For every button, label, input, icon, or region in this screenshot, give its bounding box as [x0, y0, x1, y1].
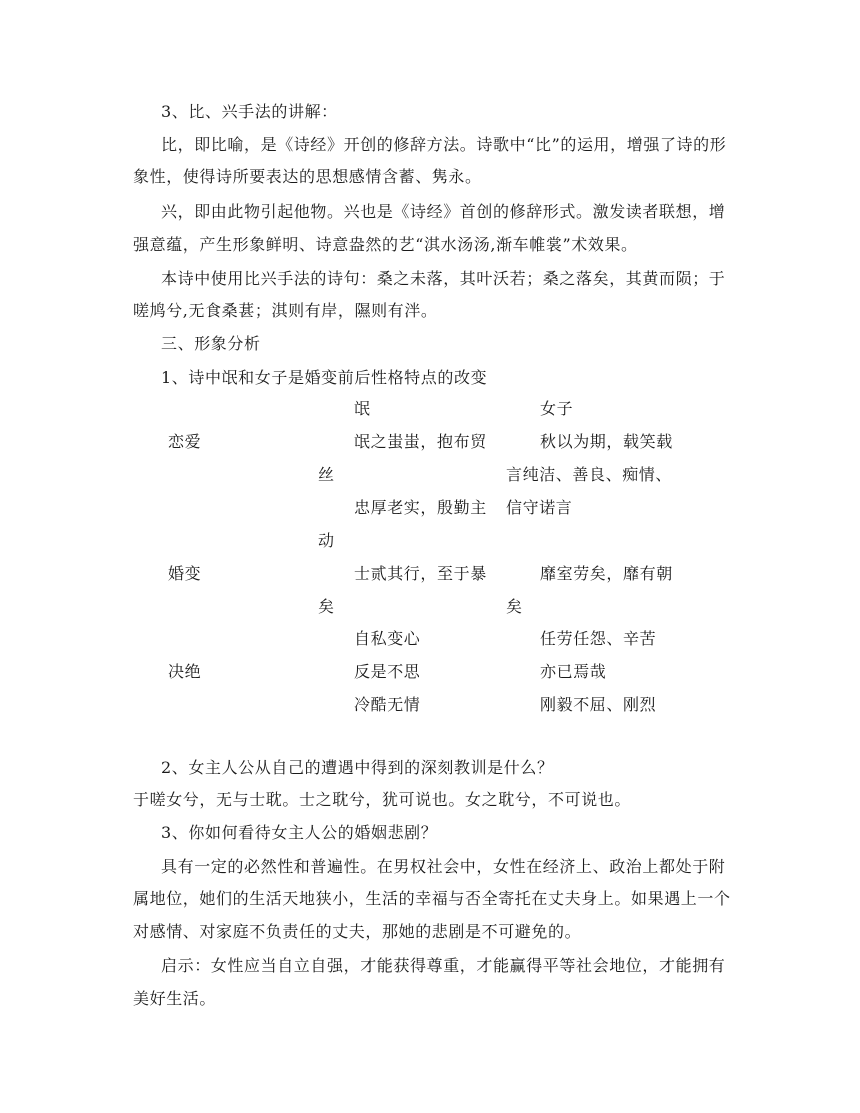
table-woman-break-1: 任劳任怨、辛苦: [540, 629, 657, 648]
table-woman-marriage-wrap: 矣: [506, 597, 523, 616]
table-man-break-1: 自私变心: [354, 629, 421, 648]
table-stage-break: 决绝: [168, 662, 202, 681]
table-woman-love-2: 信守诺言: [506, 498, 573, 517]
table-man-love-2: 忠厚老实，殷勤主: [354, 498, 487, 517]
table-man-marriage: 士贰其行，至于暴: [354, 564, 487, 583]
question-1: 1、诗中氓和女子是婚变前后性格特点的改变: [161, 368, 488, 387]
table-man-break-2: 反是不思: [354, 662, 421, 681]
answer-2: 于嗟女兮，无与士耽。士之耽兮，犹可说也。女之耽兮，不可说也。: [133, 790, 632, 809]
answer-3-line2: 属地位，她们的生活天地狭小，生活的幸福与否全寄托在丈夫身上。如果遇上一个: [133, 889, 731, 908]
paragraph-usage-line1: 本诗中使用比兴手法的诗句：桑之未落，其叶沃若；桑之落矣，其黄而陨；于: [161, 269, 726, 288]
answer-3-line1: 具有一定的必然性和普遍性。在男权社会中，女性在经济上、政治上都处于附: [161, 857, 726, 876]
insight-line1: 启示：女性应当自立自强，才能获得尊重，才能赢得平等社会地位，才能拥有: [161, 956, 726, 975]
section-heading-image-analysis: 三、形象分析: [161, 334, 261, 353]
table-header-woman: 女子: [540, 399, 574, 418]
paragraph-usage-line2: 嗟鸠兮,无食桑葚；淇则有岸，隰则有泮。: [133, 301, 438, 320]
table-stage-love: 恋爱: [168, 432, 202, 451]
table-woman-break-2: 亦已焉哉: [540, 662, 607, 681]
table-man-break-3: 冷酷无情: [354, 695, 421, 714]
table-man-love-1-wrap: 丝: [318, 465, 335, 484]
paragraph-bi-line2: 象性，使得诗所要表达的思想感情含蓄、隽永。: [133, 167, 482, 186]
answer-3-line3: 对感情、对家庭不负责任的丈夫，那她的悲剧是不可避免的。: [133, 922, 582, 941]
paragraph-xing-line1: 兴，即由此物引起他物。兴也是《诗经》首创的修辞形式。激发读者联想，增: [161, 202, 726, 221]
table-woman-break-3: 刚毅不屈、刚烈: [540, 695, 657, 714]
table-stage-marriage: 婚变: [168, 564, 202, 583]
question-3: 3、你如何看待女主人公的婚姻悲剧？: [161, 823, 438, 842]
table-woman-marriage: 靡室劳矣，靡有朝: [540, 564, 673, 583]
paragraph-xing-line2: 强意蕴，产生形象鲜明、诗意盎然的艺“淇水汤汤,渐车帷裳”术效果。: [133, 235, 638, 254]
table-woman-love-1: 秋以为期，载笑载: [540, 432, 673, 451]
table-man-love-2-wrap: 动: [318, 531, 335, 550]
table-woman-love-1-wrap: 言纯洁、善良、痴情、: [506, 465, 673, 484]
table-header-man: 氓: [354, 399, 371, 418]
table-man-marriage-wrap: 矣: [318, 597, 335, 616]
table-man-love-1: 氓之蚩蚩，抱布贸: [354, 432, 487, 451]
paragraph-bi-line1: 比，即比喻，是《诗经》开创的修辞方法。诗歌中“比”的运用，增强了诗的形: [161, 135, 727, 154]
insight-line2: 美好生活。: [133, 989, 217, 1008]
question-2: 2、女主人公从自己的遭遇中得到的深刻教训是什么？: [161, 758, 554, 777]
section-heading-rhetoric: 3、比、兴手法的讲解：: [161, 102, 338, 121]
